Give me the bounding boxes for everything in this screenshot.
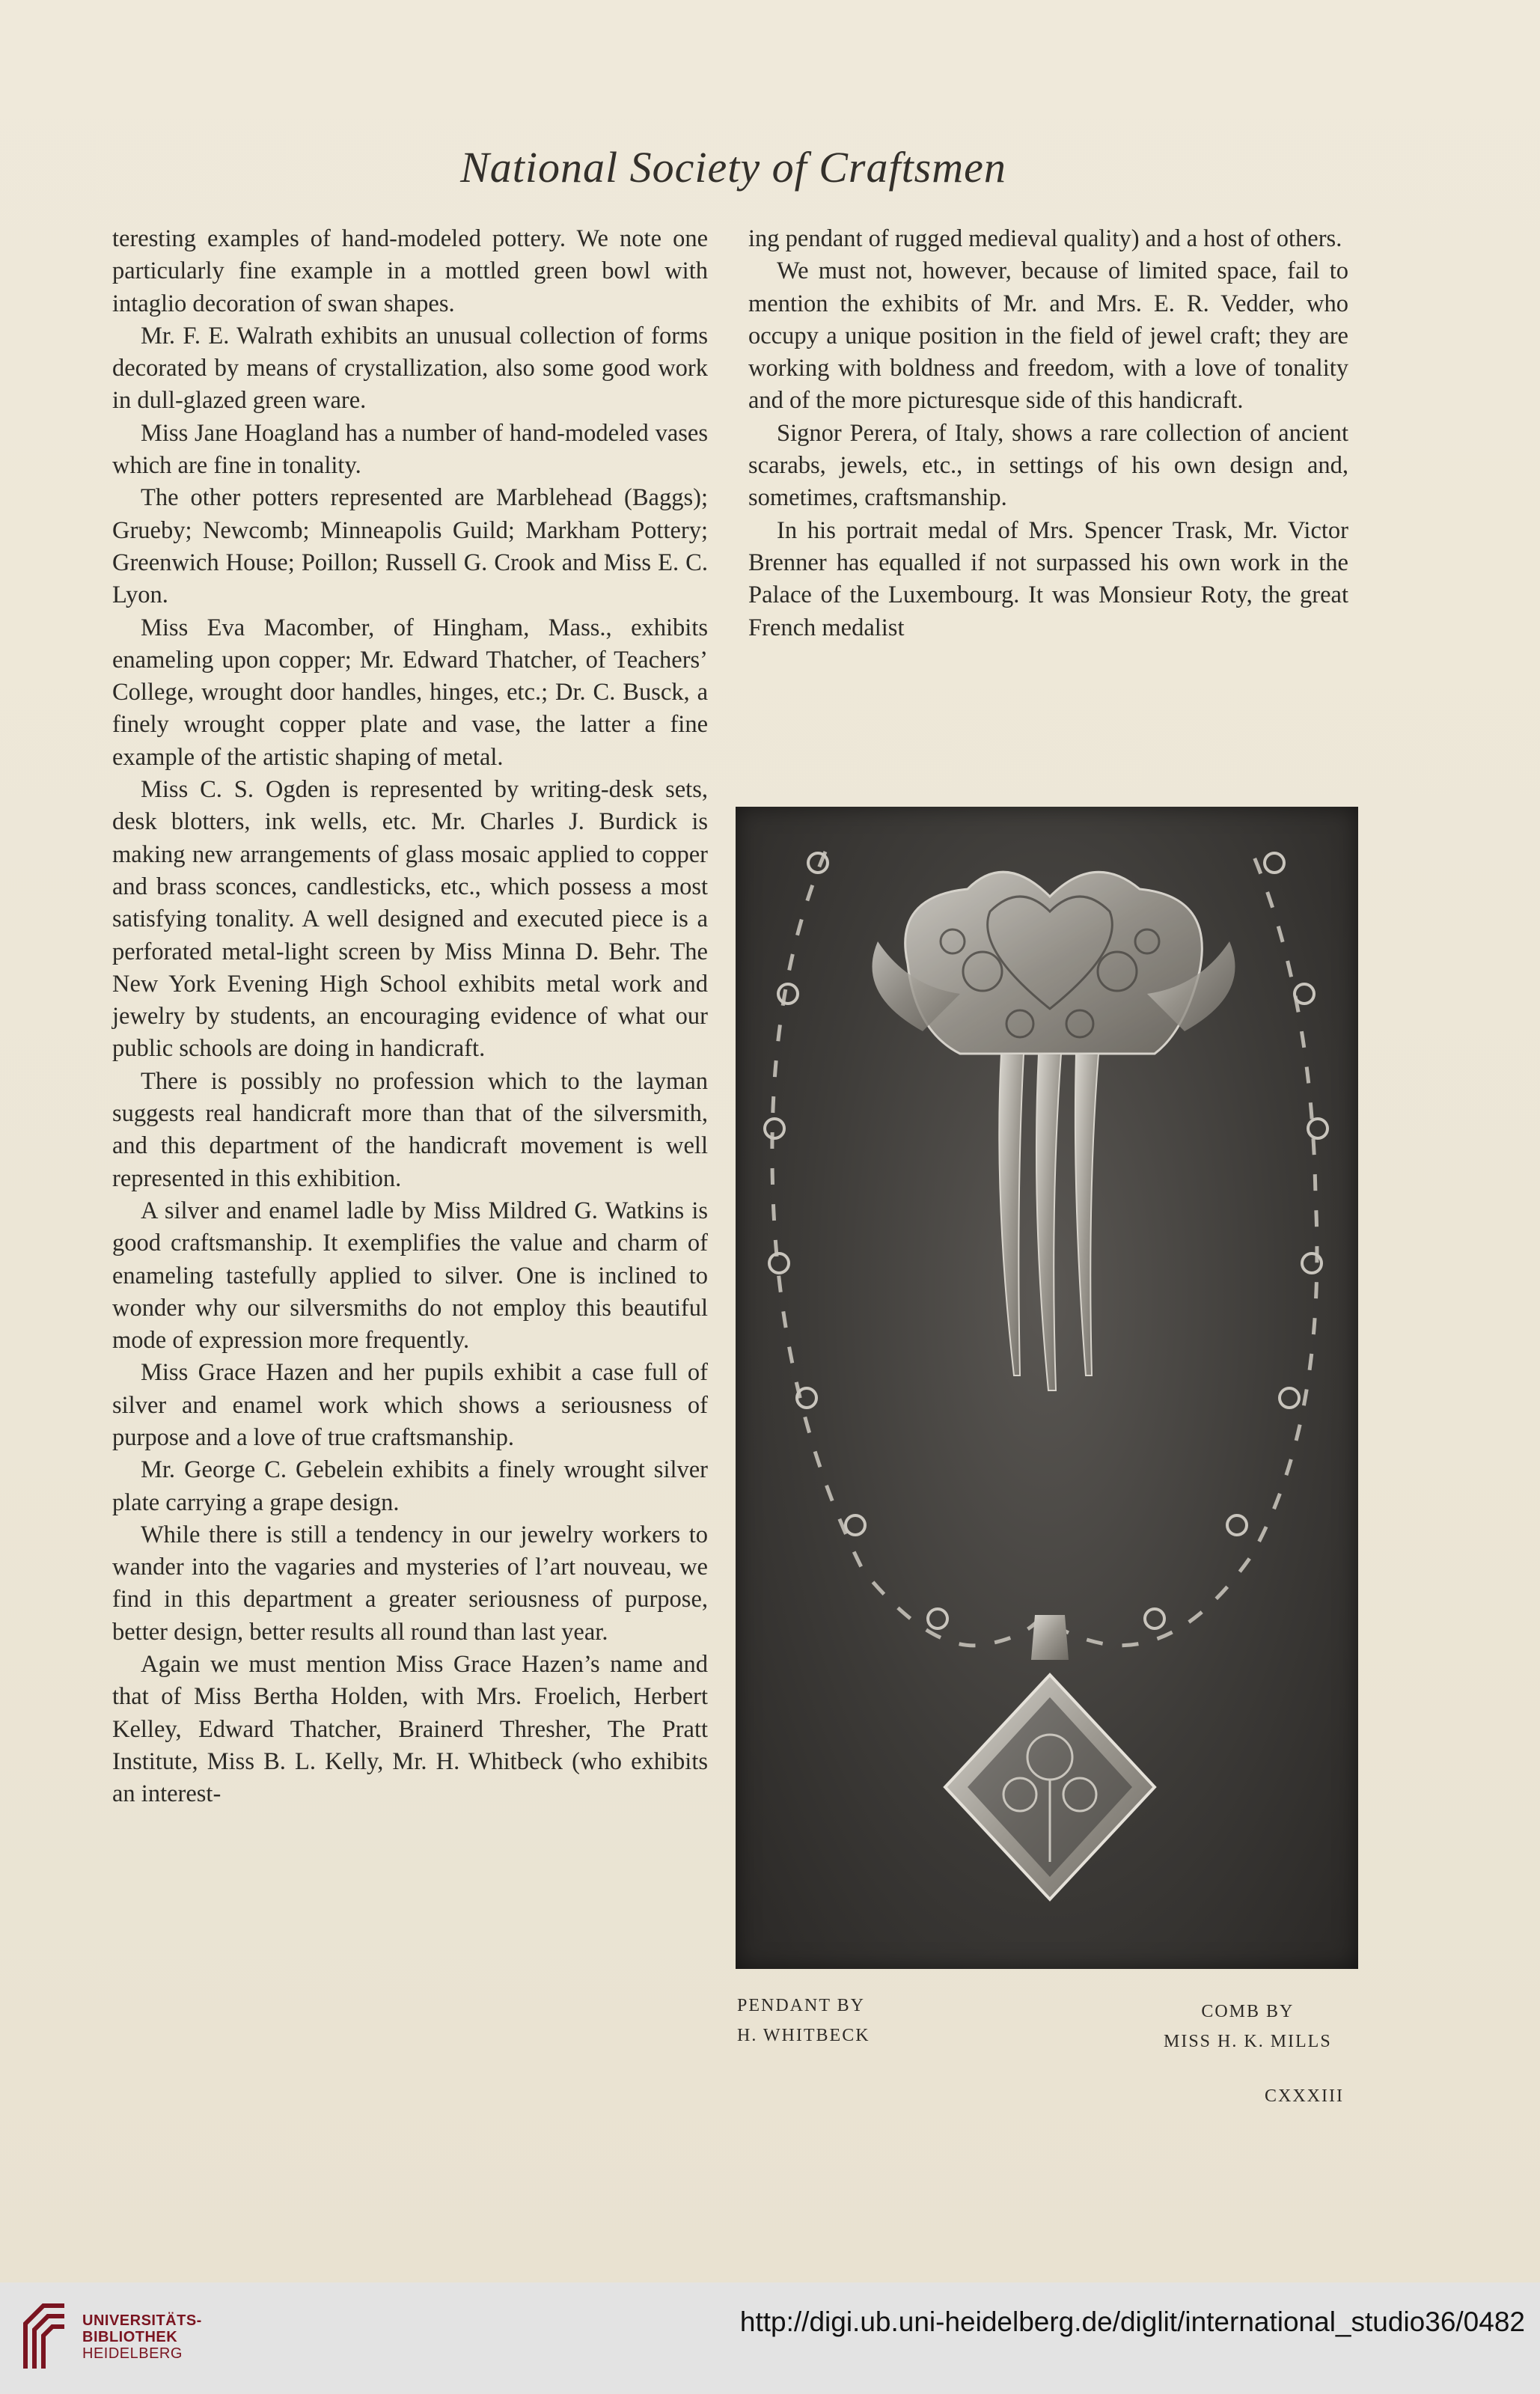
paragraph: Mr. George C. Gebelein exhibits a finely wrought silver plate carrying a grape design. <box>112 1456 708 1516</box>
caption-comb <box>1164 1997 1332 2056</box>
source-url-link[interactable]: http://digi.ub.uni-heidelberg.de/diglit/international_studio36/0482 <box>739 2306 1525 2337</box>
caption-line: MISS H. K. MILLS <box>1164 2032 1332 2051</box>
caption-line: H. WHITBECK <box>737 2026 870 2045</box>
library-name-line: BIBLIOTHEK <box>82 2329 178 2345</box>
pendant-comb-illustration <box>736 807 1358 1969</box>
paragraph: A silver and enamel ladle by Miss Mildred G. Watkins is good craftsmanship. It exemplifies the value and charm of enameling tastefully applied to silver. One is inclined to wonder why our silversmiths do not employ this beautiful mode of expression more frequently. <box>112 1197 708 1355</box>
pendant-bail <box>1031 1615 1069 1660</box>
caption-pendant <box>737 1991 870 2051</box>
caption-line: PENDANT BY <box>737 1996 865 2015</box>
paragraph: While there is still a tendency in our jewelry workers to wander into the vagaries and mysteries of l’art nouveau, we find in this department a greater seriousness of purpose, better design, better results all round than last year. <box>112 1521 708 1646</box>
footer-bar <box>0 2282 1540 2394</box>
paragraph: Again we must mention Miss Grace Hazen’s name and that of Miss Bertha Holden, with Mrs. Froelich, Herbert Kelley, Edward Thatcher, Brainerd Thresher, The Pratt Institute, Miss B. L. Kelly, Mr. H. Whitbeck (who exhibits an interest- <box>112 1651 708 1808</box>
paragraph: Miss Grace Hazen and her pupils exhibit a case full of silver and enamel work which shows a seriousness of purpose and a love of true craftsmanship. <box>112 1359 708 1451</box>
paragraph: ing pendant of rugged medieval quality) and a host of others. <box>748 225 1342 252</box>
paragraph: Miss Jane Hoagland has a number of hand-modeled vases which are fine in tonality. <box>112 419 708 480</box>
right-column <box>748 223 1348 644</box>
paragraph: teresting examples of hand-modeled pottery. We note one particularly fine example in a mottled green bowl with intaglio decoration of swan shapes. <box>112 225 708 317</box>
paragraph: Signor Perera, of Italy, shows a rare collection of ancient scarabs, jewels, etc., in settings of his own design and, sometimes, craftsmanship. <box>748 419 1348 512</box>
photograph-pendant-and-comb <box>736 807 1358 1969</box>
running-head: National Society of Craftsmen <box>460 143 1006 192</box>
paragraph: Mr. F. E. Walrath exhibits an unusual collection of forms decorated by means of crystallization, also some good work in dull-glazed green ware. <box>112 322 708 415</box>
paragraph: In his portrait medal of Mrs. Spencer Trask, Mr. Victor Brenner has equalled if not surpassed his own work in the Palace of the Luxembourg. It was Monsieur Roty, the great French medalist <box>748 516 1348 641</box>
comb-teeth <box>999 1054 1099 1390</box>
comb-head <box>905 872 1203 1054</box>
paragraph: There is possibly no profession which to the layman suggests real handicraft more than that of the silversmith, and this department of the handicraft movement is well represented in this exhibition. <box>112 1067 708 1192</box>
paragraph: Miss Eva Macomber, of Hingham, Mass., exhibits enameling upon copper; Mr. Edward Thatcher, of Teachers’ College, wrought door handles, hinges, etc.; Dr. C. Busck, a finely wrought copper plate and vase, the latter a fine example of the artistic shaping of metal. <box>112 614 708 771</box>
library-name <box>82 2312 202 2362</box>
paragraph: We must not, however, because of limited space, fail to mention the exhibits of Mr. and Mrs. E. R. Vedder, who occupy a unique position in the field of jewel craft; they are working with boldness and freedom, with a love of tonality and of the more picturesque side of this handicraft. <box>748 257 1348 415</box>
page-number: CXXXIII <box>1265 2086 1344 2106</box>
left-column <box>112 223 708 1811</box>
paragraph: The other potters represented are Marblehead (Baggs); Grueby; Newcomb; Minneapolis Guild; Markham Pottery; Greenwich House; Poillon; Russell G. Crook and Miss E. C. Lyon. <box>112 484 708 609</box>
library-logo-icon <box>21 2301 69 2373</box>
paragraph: Miss C. S. Ogden is represented by writing-desk sets, desk blotters, ink wells, etc. Mr. Charles J. Burdick is making new arrangements of glass mosaic applied to copper and brass sconces, candlesticks, etc., which possess a most satisfying tonality. A well designed and executed piece is a perforated metal-light screen by Miss Minna D. Behr. The New York Evening High School exhibits metal work and jewelry by students, an encouraging evidence of what our public schools are doing in handicraft. <box>112 776 708 1063</box>
library-name-line: HEIDELBERG <box>82 2345 183 2362</box>
library-name-line: UNIVERSITÄTS- <box>82 2312 202 2329</box>
caption-line: COMB BY <box>1201 2002 1295 2021</box>
